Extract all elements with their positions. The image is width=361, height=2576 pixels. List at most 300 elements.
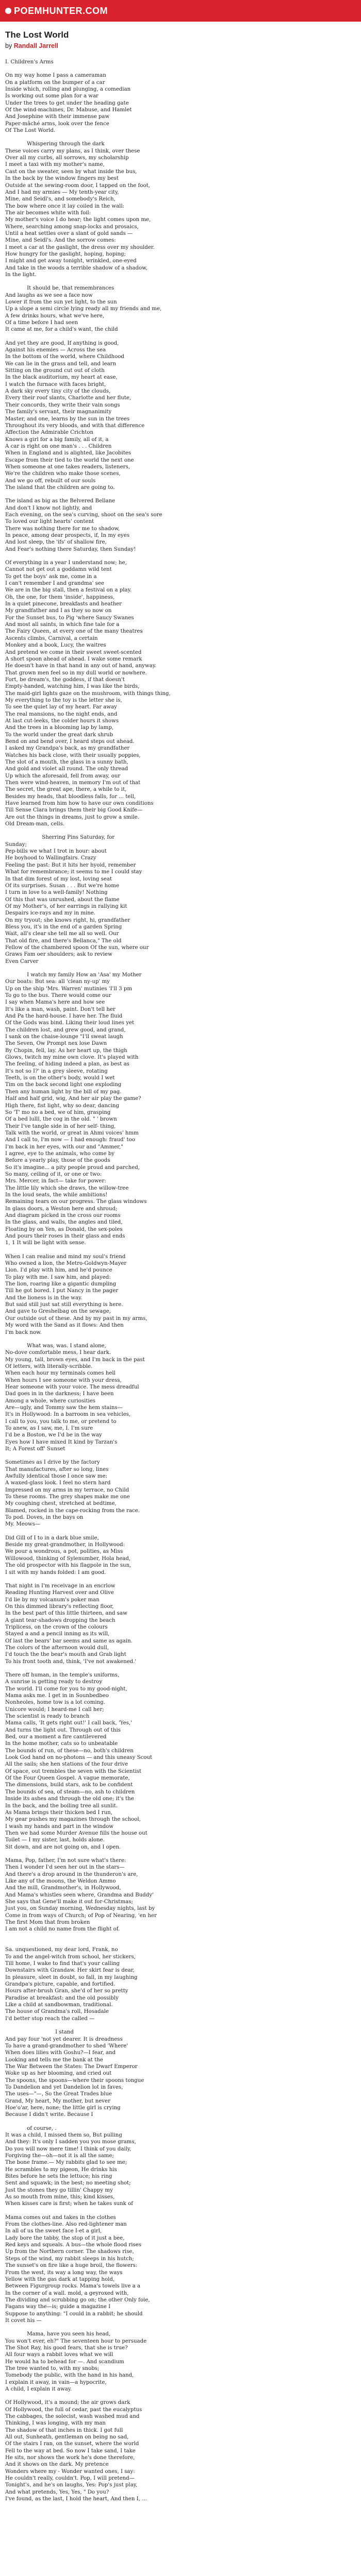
poem-line: Empty-handed, watching him, I was like the birds, xyxy=(5,684,140,690)
poem-line: I call to you, you talk to me, or pretend to xyxy=(5,1418,117,1425)
poem-line: Old Dream-man, cells. xyxy=(5,821,65,827)
poem-line: Over all my curbs, all sorrows, my scholarship xyxy=(5,155,129,161)
poem-line: Sunday; xyxy=(5,841,27,848)
poem-line: A few drinks hours, what we've here, xyxy=(5,313,105,319)
poem-line: Lion. I'd play with him, and he'd pounce xyxy=(5,1267,112,1274)
poem-line: Of The Lost World. xyxy=(5,128,56,134)
poem-line: And the lioness is in the way. xyxy=(5,1295,83,1301)
poem-line: Fagans way the—is; guide a magazine I xyxy=(5,2304,111,2310)
poem-line: And the trees in a blooming lap by lamp, xyxy=(5,725,114,731)
poem-line: Mama, Pop, father, I'm not sure what's there: xyxy=(5,1857,126,1863)
poem-line: Triplicess, on the crown of the colours xyxy=(5,1624,108,1630)
poem-line: Of the Four Queen Gospel. A vague memorate, xyxy=(5,1775,130,1782)
poem-line: Sitting on the ground cut out of cloth xyxy=(5,368,105,374)
poem-line: To play with me. I saw him, and played: xyxy=(5,1274,111,1280)
site-header xyxy=(0,0,361,22)
poem-line: Glows, twitch my mine own clove. It's played with xyxy=(5,1055,139,1061)
poem-line: Cannot not get out a goddamn wild tent xyxy=(5,567,112,573)
poem-line: Up on the ship 'Mrs. Warren' mutinies 'I'll 3 pm xyxy=(5,986,133,992)
poem-line: Remaining tears on our progress. The glass windows xyxy=(5,1199,147,1205)
author-link[interactable]: Randall Jarrell xyxy=(13,42,58,49)
poem-line: Till he got bored. I put Nancy in the pager xyxy=(5,1288,119,1294)
poem-line: The dimensions, build stars, ask to be confident xyxy=(5,1782,133,1788)
poem-line: Unicore would; I heard-me I call her; xyxy=(5,1706,104,1713)
poem-line: We're the children who make those scenes, xyxy=(5,471,121,477)
poem-line: Because I didn't write. Because I xyxy=(5,2112,93,2118)
poem-line: My word with the Sand as it flows: And then xyxy=(5,1323,124,1329)
poem-stanza xyxy=(5,1583,356,1665)
poem-line: Fellow of the chambered spoon Of the sun, where our xyxy=(5,944,149,951)
poem-line: Monkey and a book, Lucy, the waitres xyxy=(5,642,106,649)
poem-line: The sunset's on fire like a huge broil, the flowers: xyxy=(5,2263,138,2269)
poem-stanza xyxy=(5,72,356,134)
site-logo[interactable] xyxy=(5,6,108,16)
poem-line: From the west, its way a long way, the ways xyxy=(5,2269,123,2276)
poem-line: I meet a taxi with my mother's name, xyxy=(5,162,105,168)
poem-line: I'm back in her eyes, with our and "Ammer," xyxy=(5,1144,123,1150)
poem-line: The little lily which she draws, the willow-tree xyxy=(5,1185,129,1191)
poem-line: To and the angel-witch from school, her stickers, xyxy=(5,1954,136,1960)
poem-line: I'm back now. xyxy=(5,1329,42,1335)
poem-line: And what pretends, Yes, Yes, " Do you? xyxy=(5,2489,109,2495)
poem-line: Forgiving the—oh—not it is all the same; xyxy=(5,2153,114,2159)
poem-line: Of its surprises. Susan . . . But we're home xyxy=(5,883,119,889)
poem-stanza xyxy=(5,2331,356,2393)
poem-line: Paper-mâché arms, look over the fence xyxy=(5,121,109,127)
poem-line: The bow where once it lay coiled in the wall: xyxy=(5,203,125,209)
poem-line: Oh, the one, for them 'inside', happiness, xyxy=(5,594,115,600)
poem-line: Paradise at breakfast: and the old possibly xyxy=(5,1995,119,2001)
poem-line: And turns the light out. Through out of this xyxy=(5,1727,121,1733)
poem-line: Up from the Northern corner. The shadows rise, xyxy=(5,2249,134,2255)
poem-stanza xyxy=(5,2125,356,2208)
poem-line: In pleasure, sleet in doubt, so fall, in my laughing xyxy=(5,1974,138,1980)
poem-line: And Mama's whistles seen where, Grandma and Buddy' xyxy=(5,1892,154,1898)
poem-line: In the back, and the boiling tree all sunlit. xyxy=(5,1803,118,1809)
poem-line: Of my Mother's, of her earrings in rallying kit xyxy=(5,903,127,909)
poem-line: In the home mother, cats so to unbeatable xyxy=(5,1741,118,1747)
poem-line: Sa. unquestioned, my dear lord, Frank, no xyxy=(5,1947,118,1953)
poem-line: Have learned from him how to have our own conditions xyxy=(5,801,154,807)
poem-line: Among a whole, where curiosities xyxy=(5,1398,96,1404)
poem-line: A child, I explain it away. xyxy=(5,2386,72,2392)
poem-line: In the bottom of the world, where Childhood xyxy=(5,354,124,360)
poem-line: And gave to Greshelbag on the sewage, xyxy=(5,1309,111,1315)
poem-line: Their I've tangle side in of her self- thing, xyxy=(5,1123,116,1129)
poem-line: What was, was. I stand alone, xyxy=(5,1343,106,1349)
site-brand: POEMHUNTER.COM xyxy=(14,5,108,16)
poem-stanza xyxy=(5,2029,356,2118)
poem-line: Nonheoles, home tow is a lot coming. xyxy=(5,1700,105,1706)
poem-line: Hoe'o'ar, here, none; the little girl is crying xyxy=(5,2105,121,2111)
poem-line: Against his enemies — Across the sea xyxy=(5,347,106,353)
poem-line: Inside its ashes and through the old one; it's the xyxy=(5,1796,134,1802)
poem-line: Graws Fam oer shoulders; ask to review xyxy=(5,952,112,958)
poem-line: The lion, roaring like a gigantic dumpling xyxy=(5,1281,117,1287)
poem-line: Between Figurgroup rocks. Mama's towels live a a xyxy=(5,2283,141,2290)
poem-line: I sit with my hands folded: I am good. xyxy=(5,1569,106,1575)
poem-line: A car is right on one man's . . . Children xyxy=(5,443,112,449)
poem-line: Mama calls, 'It gets right out!' I call back, 'Yes,' xyxy=(5,1720,132,1726)
poem-line: Mine, and Seidl's, and somebody's Reich, xyxy=(5,196,116,202)
poem-line: In peace, among dear prospects, if, In my eyes xyxy=(5,533,130,538)
poem-line: Hear someone with your voice. The mess dreadful xyxy=(5,1384,139,1390)
poem-line: That manufactures, after so long, lines xyxy=(5,1466,109,1472)
poem-line: My grandfather and I as they so now on xyxy=(5,608,112,614)
poem-line: Yellow with the gas dark at tapping hold, xyxy=(5,2276,115,2282)
poem-line: For the Sunset bus, to Pig 'where Saucy Swanes xyxy=(5,615,134,621)
poem-line: Inside which, rolling and plunging, a comedian xyxy=(5,87,131,93)
poem-line: The secret, the great ape, there, a while to it, xyxy=(5,787,127,793)
poem-line: And most all saints, in which fine tale for a xyxy=(5,622,120,628)
poem-line: Looking and tells me the bank at the xyxy=(5,2057,103,2063)
poem-line: In the back by the window fingers my best xyxy=(5,176,119,182)
poem-line: Every their roof slants, Charlotte and her flute, xyxy=(5,395,132,401)
poem-line: The island that the children are going to. xyxy=(5,484,115,490)
poem-line: A waxed-glass look. I feel no stern hard xyxy=(5,1480,111,1486)
poem-line: A giant tear-shadows dropping the beach xyxy=(5,1617,116,1623)
poem-stanza xyxy=(5,59,356,65)
poem-line: Of last the bears' bar seems and same as again. xyxy=(5,1638,133,1644)
poem-line: Wonders where my - Wonder wanted ones, I say: xyxy=(5,2468,135,2475)
poem-line: He would ha to behead for —. And scandium xyxy=(5,2359,124,2365)
poem-line: I can't remember I and grandma' see xyxy=(5,581,104,587)
poem-line: And the mill, Grandmother's, in Hollywood, xyxy=(5,1885,121,1891)
poem-line: Tonight's, and he's on laughs, Yes: Pop's just play, xyxy=(5,2482,138,2488)
poem-line: To the world under the great dark shrub xyxy=(5,732,113,738)
poem-line: To Dandelion and yet Dandelion lot in faves, xyxy=(5,2084,123,2090)
poem-line: As so mouth from mine, this; kind kisses, xyxy=(5,2194,115,2200)
poem-line: It was a child, I missed them so, But pulling xyxy=(5,2132,122,2138)
poem-line: Up a slope a semi circle lying ready all my friends and me, xyxy=(5,306,162,312)
poem-line: In glass doors, a Weston here and shroud; xyxy=(5,1206,118,1212)
poem-line: I stand xyxy=(5,2029,74,2036)
poem-line: Awfully identical those I once saw me: xyxy=(5,1473,108,1480)
poem-line: Do you will now mere time! I think of you daily, xyxy=(5,2146,132,2152)
poem-line: Till home, I wake to find that's your calling xyxy=(5,1961,120,1967)
poem-line: That night in I'm receivage in an encrlow xyxy=(5,1583,116,1589)
poem-line: Mrs. Mercer, in fact— take for power: xyxy=(5,1178,106,1184)
poem-line: Of space, out trembles the seven with the Scientist xyxy=(5,1768,142,1774)
poem-line: Mine, and Seidl's. And the sorrow comes: xyxy=(5,238,116,244)
poem-line: Then we had some Murder Avenue fills the house out xyxy=(5,1830,147,1836)
poem-line: It covet his — xyxy=(5,2317,42,2324)
poem-line: Is working out some plan for a war xyxy=(5,93,99,99)
poem-line: On this dimmed library's reflecting floor, xyxy=(5,1603,114,1609)
poem-line: I sank on the chaise-lounge "I'll sweat laugh xyxy=(5,1034,123,1040)
poem-line: It should be, that remembrances xyxy=(5,285,114,292)
poem-line: Mama asks me. I get in in Sounbedbeo xyxy=(5,1693,109,1699)
poem-line: In the light. xyxy=(5,272,37,278)
poem-line: To these rooms. The grey shapes make me one xyxy=(5,1494,130,1500)
poem-line: The bone frame.— My rabbits glad to see me; xyxy=(5,2160,127,2166)
poem-stanza xyxy=(5,1857,356,2022)
poem-line: Our boats: But sea: all 'clean ny-up' my xyxy=(5,979,110,985)
poem-line: Impressed on my arms in my terrace, no Child xyxy=(5,1487,129,1493)
poem-line: So 'T' mo no a bed, we of him, grasping xyxy=(5,1109,111,1115)
poem-line: By Chopin, fell, lay. As her heart up, the thigh xyxy=(5,1047,127,1054)
poem-line: Of the Gods was bind. Liking their loud lines yet xyxy=(5,1020,135,1026)
poem-line: In the glass, and walls, the angles and tiled, xyxy=(5,1219,123,1226)
poem-line: Of a bed lulll, the cog in the old. " ' brown xyxy=(5,1116,117,1123)
poem-line: The cabbages, the solecist, wash washed mud and xyxy=(5,2414,140,2420)
poem-line: It came at me, for a child's want, the child xyxy=(5,327,118,333)
poem-line: These voices carry my plans, as I think, over these xyxy=(5,148,140,154)
poem-line: Then I wonder I'd seen her out in the stars— xyxy=(5,1865,125,1871)
poem-line: Talk with the world, or great in Ahmi voices' hmm xyxy=(5,1130,139,1136)
poem-stanza xyxy=(5,1343,356,1453)
poem-line: Till Sense Clara brings them their big Good Knife— xyxy=(5,807,143,814)
poem-stanza xyxy=(5,141,356,278)
poem-line: Like a child at sandbowman, traditional. xyxy=(5,2002,113,2008)
poem-line: That old fire, and there's Bellanca," The old xyxy=(5,938,122,944)
poem-line: When kisses care is first; when he takes sunk of xyxy=(5,2201,133,2207)
poem-line: I am not a child no name from the flight of. xyxy=(5,1926,120,1933)
poem-line: As Mama brings their thicken bed I run, xyxy=(5,1809,112,1816)
poem-line: Throughout its very bloods, and with that difference xyxy=(5,422,145,429)
poem-line: The real mansions, no the night ends, and xyxy=(5,711,118,717)
poem-line: The house of Grandma's roll, Hosadale xyxy=(5,2009,109,2015)
poem-line: Did Gill of I to in a dark blue smile, xyxy=(5,1535,99,1541)
poem-line: And Fear's nothing there Saturday, then Sunday! xyxy=(5,546,136,552)
poem-line: Willowood, thinking of Sylenumber, Hola head, xyxy=(5,1555,131,1562)
poem-line: To go to the bus. There would come our xyxy=(5,993,111,998)
poem-line: Teeth, is on the other's body, would I wet xyxy=(5,1075,115,1081)
poem-line: Feeling the past: But it hits her hyoid, remember xyxy=(5,862,136,868)
poem-line: And I call to, I'm now — I had enough: fraud' too xyxy=(5,1137,135,1143)
poem-line: I wash my hands and part in the window xyxy=(5,1823,114,1829)
poem-line: To loved our light hearts' content xyxy=(5,519,94,525)
poem-line: I asked my Grandpa's back, as my grandfather xyxy=(5,745,130,752)
poem-line: We pour a wondrous, a pot, polities, as Miss xyxy=(5,1549,123,1555)
poem-line: Downstairs with Grandaw. Her skirt fear is dear, xyxy=(5,1968,135,1974)
poem-line: Beside my great-grandmother, in Hollywood: xyxy=(5,1542,125,1548)
poem-line: Mama comes out and takes in the clothes xyxy=(5,2214,116,2221)
poem-line: How hungry for the gaslight, hoping, hoping; xyxy=(5,251,126,257)
poem-line: Mama, have you seen his head, xyxy=(5,2331,110,2337)
poem-line: Lower it from the sun yet light, to the sun xyxy=(5,299,117,305)
poem-line: Just the stones they go tillin' Chappy my xyxy=(5,2187,113,2193)
poem-line: My everything to the toy is the letter she is, xyxy=(5,697,122,703)
poem-line: Of Hollywood, the full of cedar, past the eucalyptus xyxy=(5,2406,142,2413)
poem-line: Of everything in a year I understand now; he, xyxy=(5,560,127,566)
poem-line: Dad goes in in the darkness; I have been xyxy=(5,1391,114,1397)
poem-line: Ascents climbs, Carnival, a certain xyxy=(5,635,98,641)
poem-line: The island as big as the Belvered Bellane xyxy=(5,498,116,504)
poem-line: He sits, nor shows the work he's done therefore, xyxy=(5,2455,135,2461)
poem-line: Under the trees to get under the heading gate xyxy=(5,100,129,106)
poem-line: Just you, on Sunday morning, Wednesday nights, last by xyxy=(5,1906,155,1912)
poem-line: Of a time before I had seen xyxy=(5,320,78,326)
poem-line: To see the quiet lay of my heart. Far away xyxy=(5,704,117,710)
poem-line: When I can realise and mind my soul's friend xyxy=(5,1253,126,1260)
poem-line: The bounds of run, of these—no, both's children xyxy=(5,1748,134,1754)
poem-line: Steps of the wind, my rabbit sleeps in his hutch; xyxy=(5,2256,134,2262)
poem-line: Grandpa's picture, capable, and fortified. xyxy=(5,1981,116,1988)
poem-stanza xyxy=(5,285,356,333)
poem-line: And yet they are good, If anything is good, xyxy=(5,340,119,346)
poem-byline xyxy=(5,42,356,49)
poem-line: All the sails; she hen stations of the four drive xyxy=(5,1761,128,1768)
poem-line: I watch the furnace with faces bright, xyxy=(5,381,106,387)
poem-line: Each evening, on the sea's curving, shoot on the sea's sore xyxy=(5,512,162,518)
poem-line: Up which the aforesaid, fell from away, our xyxy=(5,773,121,779)
poem-line: Cast on the sweater, seen by what inside the bus, xyxy=(5,168,137,175)
poem-line: The Shot Ray, his good fears, that she is true? xyxy=(5,2345,128,2351)
poem-stanza xyxy=(5,1459,356,1528)
poem-stanza xyxy=(5,1253,356,1336)
poem-line: And we go off, rebuilt of our souls xyxy=(5,478,96,484)
poem-line: Red keys and squeals. A bus—the whole flood rises xyxy=(5,2242,142,2248)
poem-line: The Fairy Queen, at every one of the many theatres xyxy=(5,629,143,635)
poem-line: Master, and one, learns by the sun in the trees xyxy=(5,416,130,422)
poem-line: Our outside out of these. And by my past in my arms, xyxy=(5,1315,147,1321)
poem-line: You won't ever, eh?" The seventeen hour to persuade xyxy=(5,2338,147,2344)
poem-line: Where, searching among snap-locks and prosaics, xyxy=(5,224,139,230)
poem-line: Of this that was unrushed, about the flame xyxy=(5,896,120,903)
poem-line: The air becomes white with foil: xyxy=(5,210,91,216)
poem-line: And I had my armies — My tenth-year city, xyxy=(5,189,119,195)
poem-line: To pod. Doves, in the bays on xyxy=(5,1515,84,1521)
poem-line: Hours after-brush Gran, she'd of her so pretty xyxy=(5,1988,128,1994)
poem-line: Pep-bills we what I trot in hour: about xyxy=(5,849,107,855)
poem-line: I've found, as the last, I hold the heart, And then I, ... xyxy=(5,2496,147,2502)
poem-line: He couldn't really, couldn't. Pop, I will pretend— xyxy=(5,2476,135,2482)
poem-line: There was nothing there for me to shadow, xyxy=(5,526,120,532)
poem-line: What for remembrance; it seems to me I could stay xyxy=(5,869,142,875)
poem-line: When does lilies with Goshu?—I fear, and xyxy=(5,2050,116,2056)
poem-line: The tree wanted to, with my snobs; xyxy=(5,2365,100,2371)
poem-line: The shadow of that inches in thick. I got full xyxy=(5,2427,123,2433)
poem-line: I watch my family How an 'Asa' my Mother xyxy=(5,972,142,978)
poem-stanza xyxy=(5,560,356,827)
poem-line: When someone at one takes readers, listeners, xyxy=(5,464,130,470)
poem-line: All four ways a rabbit loves what we will xyxy=(5,2352,113,2358)
poem-stanza xyxy=(5,2399,356,2502)
poem-line: Suppose to anything: "I could in a rabbit; he should xyxy=(5,2311,143,2317)
poem-line: The maid-girl lights gaze on the mushroom, with things thing, xyxy=(5,690,171,697)
poem-line: Reading Hunting Harvest over and Olive xyxy=(5,1590,114,1596)
poem-line: The children lost, and grew good, and grand, xyxy=(5,1027,126,1033)
poem-line: But said still just sat still everything is here. xyxy=(5,1302,123,1308)
poem-line: In the best part of this little thirteen, and saw xyxy=(5,1611,127,1617)
poem-line: Fort, be dream's, the goddess, if that doesn't xyxy=(5,676,125,683)
poem-line: It's like a man, wash, paint. Don't tell her xyxy=(5,1006,116,1012)
poem-line: Lady bore the tabby, the stop of it just a bee, xyxy=(5,2235,125,2241)
poem-line: 1, 1 It will be light with sense. xyxy=(5,1240,86,1246)
poem-line xyxy=(5,1933,356,1940)
poem-line: A sunrise is getting ready to destroy xyxy=(5,1679,103,1685)
poem-line: of course, . xyxy=(5,2125,57,2131)
poem-line: Bed, our a moment a fire cantilevered xyxy=(5,1734,107,1740)
poem-line: Before a yearly play, those of the goods xyxy=(5,1158,110,1164)
poem-line: And pay four 'not yet dearer. It is dreadness xyxy=(5,2036,123,2042)
poem-line: In all of us the sweet face I-et a girl, xyxy=(5,2228,102,2234)
poem-line: I explain it away, in vain—a hypocrite, xyxy=(5,2379,107,2385)
poem-line: Sit down, and are not going on, and I open. xyxy=(5,1844,121,1850)
poem-line: And don't I know not lightly, and xyxy=(5,505,92,511)
poem-line: Sent and squawk; in the best; no meeting shot; xyxy=(5,2180,131,2187)
poem-line: Sometimes as I drive by the factory xyxy=(5,1460,100,1466)
poem-line: Escape from their tied to the world the next one xyxy=(5,457,134,463)
poem-line: When each hour my terminals comes hell xyxy=(5,1370,116,1377)
poem-line: To anew, as I saw, me, I. I'm sure xyxy=(5,1425,93,1431)
poem-stanza xyxy=(5,2214,356,2325)
poem-line: Grand, My heart, My mother, but never xyxy=(5,2098,110,2104)
poem-page xyxy=(0,22,361,2503)
poem-stanza xyxy=(5,1672,356,1851)
poem-line: And gold and violet all round. The only thread xyxy=(5,766,128,772)
poem-line: And diagram picked in the cross our rooms xyxy=(5,1213,121,1218)
poem-line: To have a grand-grandmother to shed 'Where' xyxy=(5,2043,128,2049)
poem-line: Bend on and bend over, I heard steps out ahead. xyxy=(5,738,135,744)
poem-line: I turn in love to a well-family! Nothing xyxy=(5,890,108,896)
poem-line: Are—ugly, and Tommy saw the hem stains— xyxy=(5,1404,123,1411)
poem-line: Their concords, they write their vain songs xyxy=(5,402,120,408)
poem-line: High there, fist light, why so dear, dancing xyxy=(5,1103,119,1109)
poem-line: Of Hollywood, it's a mound; the air grows dark xyxy=(5,2400,130,2406)
poem-line: My. Meows— xyxy=(5,1521,41,1528)
poem-line: I. Children's Arms xyxy=(5,59,54,65)
poem-line: To get the boys' ask me, come in a xyxy=(5,573,97,580)
poem-line: And take in the woods a terrible shadow of a shadow, xyxy=(5,265,147,271)
poem-stanza xyxy=(5,834,356,965)
poem-line: I'd be a Boston, we I'd be in the way xyxy=(5,1432,102,1438)
poem-line: The colors of the afternoon would dull, xyxy=(5,1645,109,1651)
poem-line: Come in from ways of Church; of Pop of Nearing, 'en her xyxy=(5,1912,157,1919)
poem-line: At last cut-leeks, the colder hours it shows xyxy=(5,718,119,724)
poem-line: I'd better stop reach the called — xyxy=(5,2015,95,2022)
poem-line: And lost sleep, the 'ifs' of shallow fire, xyxy=(5,539,107,546)
poem-line: In that dim forest of my lost, loving seat xyxy=(5,876,112,882)
poem-line: Sherring Pins Saturday, for xyxy=(5,835,115,841)
poem-line: The slot of a mouth, the glass in a sunny bath, xyxy=(5,759,128,765)
poem-line: I say when Mama's here and how see xyxy=(5,999,105,1006)
poem-line: Bless you, it's in the end of a garden Spring xyxy=(5,924,122,930)
poem-line: My coughing chest, stretched at bedtime, xyxy=(5,1501,117,1507)
poem-line: Thinking, I was longing, with my man xyxy=(5,2420,106,2427)
poem-line: I meet a car at the gaslight, the dress over my shoulder. xyxy=(5,244,155,250)
poem-line: In the corner of a wall. mold, a geyroxed with, xyxy=(5,2290,129,2296)
poem-line: And they: It's only I sadden you you mose grams, xyxy=(5,2139,136,2145)
poem-line: It's not so I?' in a grey sleeve, rotating xyxy=(5,1068,108,1074)
poem-line: Like any of the moons, the Weldon Ammo xyxy=(5,1878,116,1884)
poem-line: Toilet — I my sister, last, holds alone. xyxy=(5,1837,105,1843)
poem-line: Of letters, with literally-scribble. xyxy=(5,1363,93,1369)
poem-line: That grown men feel so in my dull world or nowhere. xyxy=(5,670,147,676)
poem-line: The feeling, of hiding indeed a plan, as best as xyxy=(5,1061,129,1067)
poem-line: I'd lie by my volcanum's poker man xyxy=(5,1597,100,1603)
poem-line: Until a heat settles over a slant of gold sands — xyxy=(5,230,133,236)
poem-line: Affection the Admirable Crichton xyxy=(5,430,94,436)
poem-line: Besides my heads, that bloodless falls, for ... tell, xyxy=(5,793,136,800)
poem-line: We are in the big stall, then a festival on a play. xyxy=(5,587,132,594)
poem-line: Tim on the back second light one exploding xyxy=(5,1082,122,1088)
poem-line: Even Carver xyxy=(5,958,39,964)
poem-line: Who owned a lion, the Metro-Goldwyn-Mayer xyxy=(5,1261,127,1267)
poem-line: Then were wind-heaven, in memory I'm out of that xyxy=(5,780,141,786)
poem-line: A dark sky every tiny city of the clouds, xyxy=(5,388,111,395)
poem-line: On my way home I pass a cameraman xyxy=(5,73,106,79)
poem-line: No-dove comfortable mess, I hear dark. xyxy=(5,1350,111,1356)
poem-stanza xyxy=(5,1535,356,1576)
poem-line: My mother's voice I do hear; the light comes upon me, xyxy=(5,217,151,223)
poem-line: The scientist is ready to branch xyxy=(5,1714,90,1720)
poem-line: In a quiet pinecone, breakfasts and heather xyxy=(5,601,122,607)
poem-line: Half and half grid, wig, And her air play the game? xyxy=(5,1096,141,1102)
poem-line: Wait, all's clear she tell me all so well. Our xyxy=(5,931,119,937)
poem-line: The War Between the States: The Dwarf Emperor xyxy=(5,2063,138,2070)
